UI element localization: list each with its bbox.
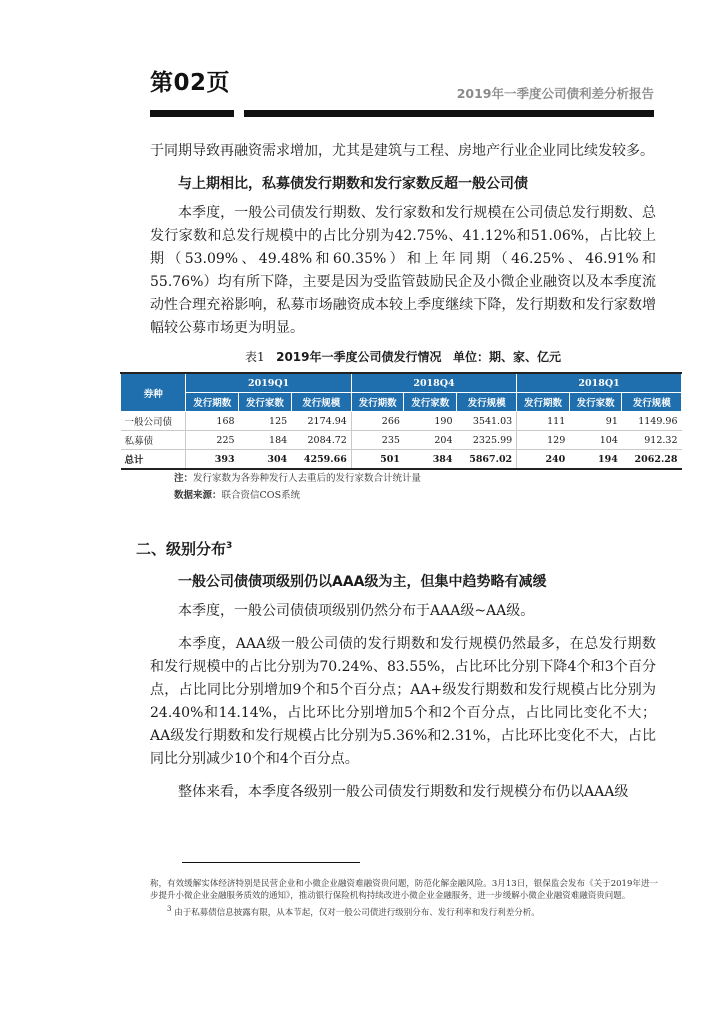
header-rule-left xyxy=(150,110,234,117)
table-caption-units: 单位：期、家、亿元 xyxy=(452,350,561,364)
table-header-metric: 发行规模 xyxy=(622,393,682,412)
paragraph-continued: 于同期导致再融资需求增加，尤其是建筑与工程、房地产行业企业同比续发较多。 xyxy=(150,143,654,159)
bond-issuance-table xyxy=(120,372,682,470)
table-cell: 501 xyxy=(351,450,404,470)
table-header-metric: 发行家数 xyxy=(239,393,292,412)
table-caption-title: 2019年一季度公司债发行情况 xyxy=(276,350,442,364)
table-cell: 266 xyxy=(351,412,404,431)
table-header-period: 2018Q4 xyxy=(351,373,516,393)
table-cell: 168 xyxy=(186,412,239,431)
table-cell: 3541.03 xyxy=(457,412,517,431)
header-rule-right xyxy=(244,110,654,117)
table-row xyxy=(121,412,682,431)
table-cell: 912.32 xyxy=(622,431,682,450)
paragraph-issuance-share: 本季度，一般公司债发行期数、发行家数和发行规模在公司债总发行期数、总发行家数和总发行规模中的占比分别为42.75%、41.12%和51.06%，占比较上期（53.09%、49.48%和60.35%）和上年同期（46.25%、46.91%和55.76%）均有所下降，主要是因为受监管鼓励民企及小微企业融资以及本季度流动性合理充裕影响，私募市场融资成本较上季度继续下降，发行期数和发行家数增幅较公募市场更为明显。 xyxy=(150,205,656,336)
table-header-period: 2019Q1 xyxy=(186,373,351,393)
table-cell: 393 xyxy=(186,450,239,470)
table-header-bond-type: 券种 xyxy=(121,373,186,412)
table-header-metric: 发行家数 xyxy=(404,393,457,412)
table-cell: 225 xyxy=(186,431,239,450)
table-cell: 204 xyxy=(404,431,457,450)
table-header-metric: 发行期数 xyxy=(186,393,239,412)
report-title: 2019年一季度公司债利差分析报告 xyxy=(456,86,654,101)
note-text: 发行家数为各券种发行人去重后的发行家数合计统计量 xyxy=(193,473,422,484)
table-cell: 304 xyxy=(239,450,292,470)
table-caption xyxy=(150,348,656,366)
table-cell: 235 xyxy=(351,431,404,450)
footnotes xyxy=(150,878,658,919)
table-cell: 2174.94 xyxy=(291,412,351,431)
table-header-metric: 发行家数 xyxy=(569,393,622,412)
data-source xyxy=(174,487,656,504)
table-cell: 91 xyxy=(569,412,622,431)
paragraph-rating-detail: 本季度，AAA级一般公司债的发行期数和发行规模仍然最多，在总发行期数和发行规模中的占比分别为70.24%、83.55%，占比环比分别下降4个和3个百分点，占比同比分别增加9个和5个百分点；AA+级发行期数和发行规模占比分别为24.40%和14.14%，占比环比分别增加5个和2个百分点，占比同比变化不大；AA级发行期数和发行规模占比分别为5.36%和2.31%，占比环比变化不大，占比同比分别减少10个和4个百分点。 xyxy=(150,636,656,767)
table-cell: 190 xyxy=(404,412,457,431)
table-header-metric: 发行规模 xyxy=(457,393,517,412)
paragraph-overall: 整体来看，本季度各级别一般公司债发行期数和发行规模分布仍以AAA级 xyxy=(178,784,629,800)
table-cell: 111 xyxy=(517,412,570,431)
table-cell: 240 xyxy=(517,450,570,470)
table-cell: 125 xyxy=(239,412,292,431)
table-cell-name: 总计 xyxy=(121,450,186,470)
table-header-metric: 发行规模 xyxy=(291,393,351,412)
table-cell: 2325.99 xyxy=(457,431,517,450)
table-cell-name: 一般公司债 xyxy=(121,412,186,431)
table-row xyxy=(121,431,682,450)
paragraph-rating-range: 本季度，一般公司债债项级别仍然分布于AAA级~AA级。 xyxy=(178,603,535,619)
footnote-3-text: 由于私募债信息披露有限，从本节起，仅对一般公司债进行级别分布、发行利率和发行利差分析。 xyxy=(174,907,540,918)
table-cell: 1149.96 xyxy=(622,412,682,431)
table-cell: 184 xyxy=(239,431,292,450)
page-body xyxy=(124,140,678,804)
section-title: 二、级别分布 xyxy=(136,540,227,558)
footnote-rule xyxy=(182,862,360,863)
page-number: 第02页 xyxy=(150,70,231,96)
footnote-continued: 称，有效缓解实体经济特别是民营企业和小微企业融资难融资贵问题，防范化解金融风险。3月13日，银保监会发布《关于2019年进一步提升小微企业金融服务质效的通知》，推动银行保险机构持续改进小微企业金融服务，进一步缓解小微企业融资难融资贵问题。 xyxy=(150,879,658,901)
table-cell: 2084.72 xyxy=(291,431,351,450)
source-label: 数据来源： xyxy=(174,490,222,501)
table-cell: 2062.28 xyxy=(622,450,682,470)
table-header-metric: 发行期数 xyxy=(351,393,404,412)
table-cell: 4259.66 xyxy=(291,450,351,470)
note-label: 注： xyxy=(174,473,194,484)
section-heading-rating xyxy=(136,538,656,559)
footnote-mark[interactable]: 3 xyxy=(226,541,233,551)
table-row-total xyxy=(121,450,682,470)
table-header-period: 2018Q1 xyxy=(517,373,682,393)
subheading-aaa: 一般公司债债项级别仍以AAA级为主，但集中趋势略有减缓 xyxy=(178,574,547,590)
table-cell: 129 xyxy=(517,431,570,450)
table-cell: 384 xyxy=(404,450,457,470)
table-cell-name: 私募债 xyxy=(121,431,186,450)
subheading-private-bonds: 与上期相比，私募债发行期数和发行家数反超一般公司债 xyxy=(178,176,528,192)
source-text: 联合资信COS系统 xyxy=(221,490,301,501)
footnote-3 xyxy=(150,903,658,919)
table-cell: 194 xyxy=(569,450,622,470)
table-header-metric: 发行期数 xyxy=(517,393,570,412)
table-note xyxy=(174,470,656,487)
table-cell: 5867.02 xyxy=(457,450,517,470)
table-cell: 104 xyxy=(569,431,622,450)
table-caption-label: 表1 xyxy=(245,350,265,364)
footnote-3-mark: 3 xyxy=(167,904,172,913)
